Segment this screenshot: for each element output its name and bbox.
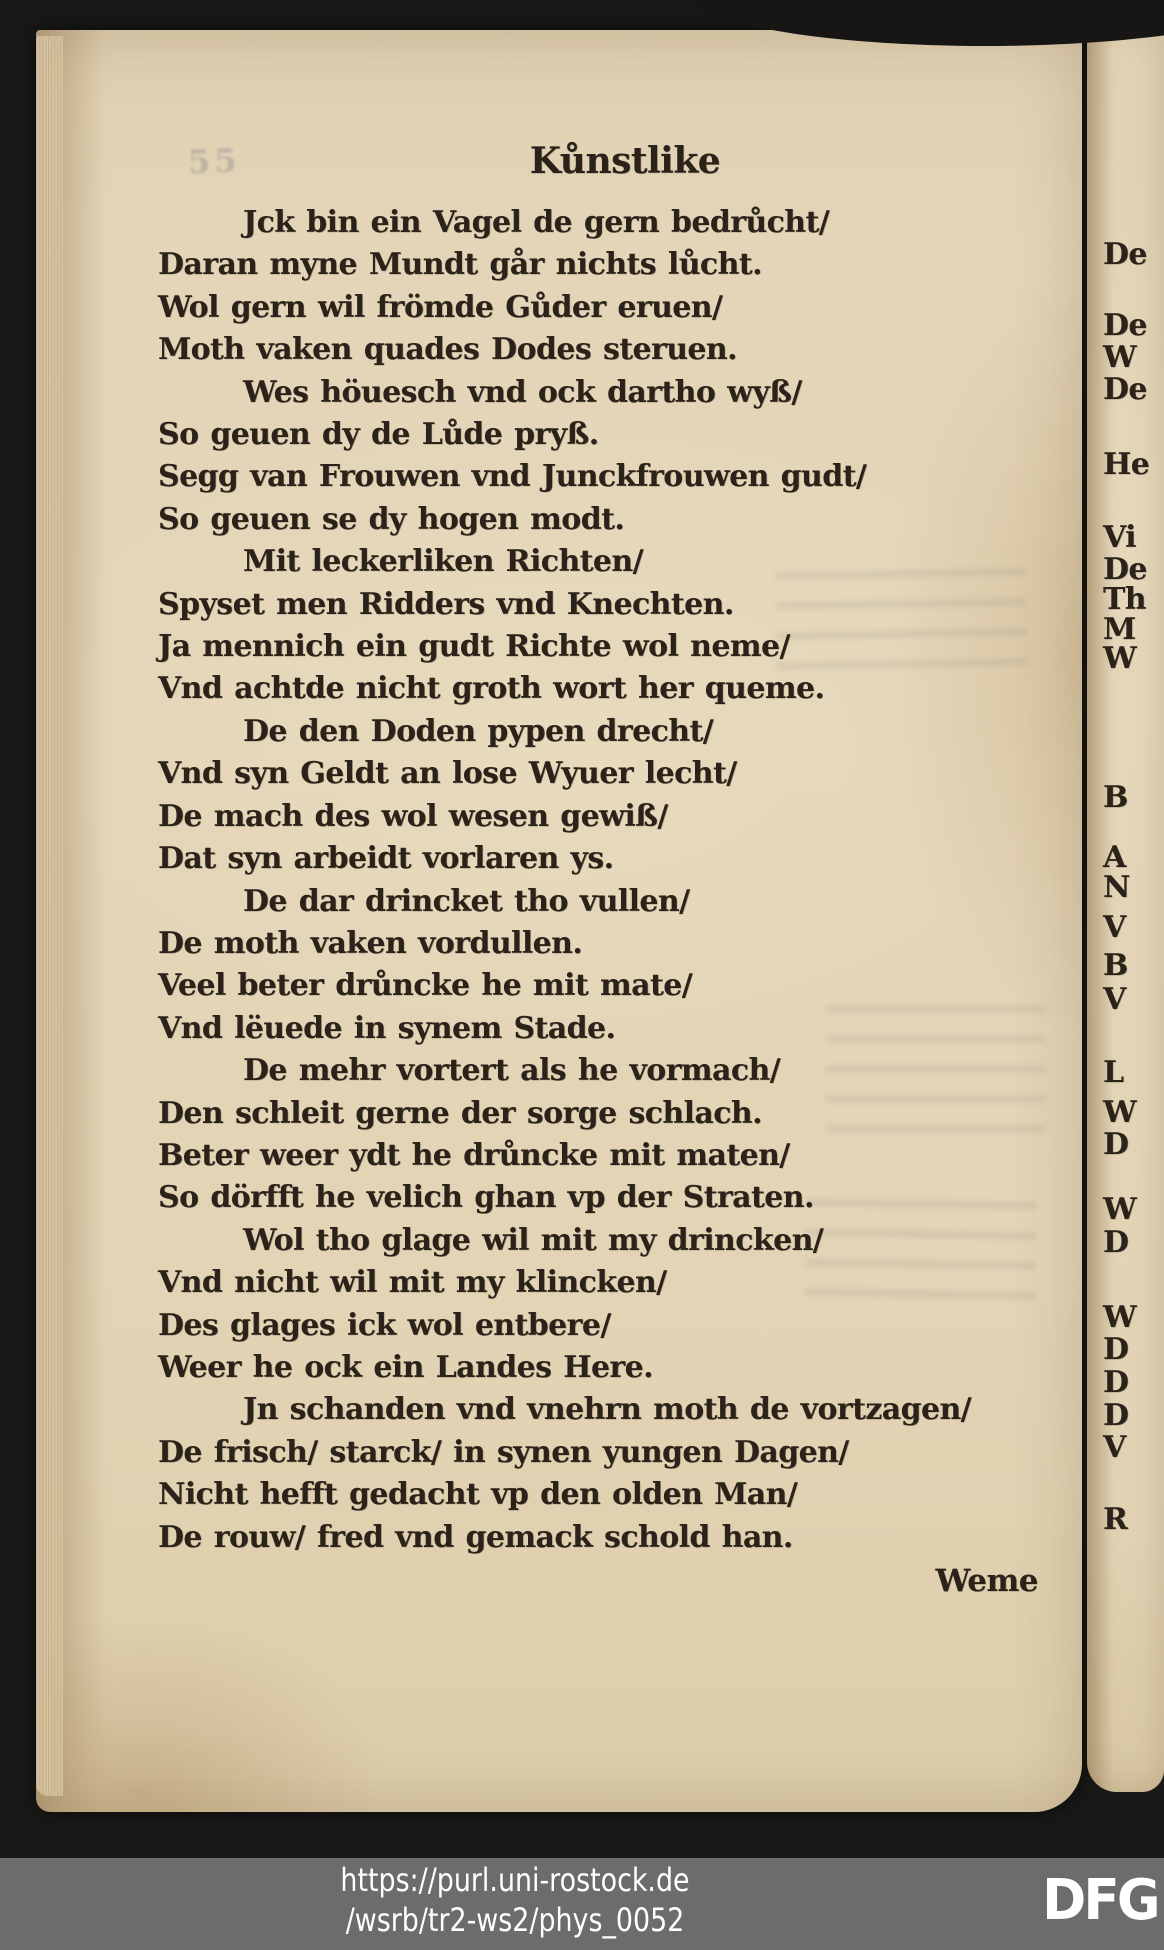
poem-line: Ja mennich ein gudt Richte wol neme/	[158, 629, 790, 665]
facing-line-fragment: W	[1103, 1192, 1137, 1227]
poem-line: De rouw/ fred vnd gemack schold han.	[158, 1519, 793, 1555]
facing-line-fragment: De	[1103, 308, 1147, 343]
poem-line: Dat syn arbeidt vorlaren ys.	[158, 841, 614, 877]
poem-line: Segg van Frouwen vnd Junckfrouwen gudt/	[158, 459, 867, 495]
running-title: Kůnstlike	[529, 140, 721, 182]
facing-line-fragment: D	[1103, 1365, 1129, 1400]
poem-line: Daran myne Mundt går nichts lůcht.	[158, 247, 762, 283]
dfg-logo: DFG	[1042, 1868, 1158, 1933]
facing-line-fragment: L	[1103, 1055, 1124, 1090]
poem-line: Nicht hefft gedacht vp den olden Man/	[158, 1477, 798, 1513]
poem-line: Jn schanden vnd vnehrn moth de vortzagen/	[243, 1392, 972, 1428]
ghost-page-number: 55	[187, 141, 242, 181]
facing-line-fragment: N	[1103, 870, 1130, 905]
poem-line: Spyset men Ridders vnd Knechten.	[158, 586, 734, 622]
facing-line-fragment: He	[1103, 447, 1150, 482]
poem-line: De mehr vortert als he vormach/	[243, 1053, 781, 1089]
facing-line-fragment: V	[1103, 910, 1126, 945]
facing-line-fragment: D	[1103, 1127, 1129, 1162]
facing-line-fragment: A	[1103, 840, 1126, 875]
poem-line: Wes höuesch vnd ock dartho wyß/	[243, 374, 802, 410]
facing-line-fragment: De	[1103, 372, 1147, 407]
book-page	[36, 30, 1082, 1812]
poem-line: So geuen dy de Lůde pryß.	[158, 417, 599, 453]
poem-line: Wol gern wil frömde Gůder eruen/	[158, 289, 723, 325]
facing-line-fragment: V	[1103, 982, 1126, 1017]
facing-line-fragment: De	[1103, 552, 1147, 587]
poem-line: De dar drincket tho vullen/	[243, 883, 690, 919]
facing-line-fragment: De	[1103, 237, 1147, 272]
facing-line-fragment: W	[1103, 1095, 1137, 1130]
facing-line-fragment: B	[1103, 948, 1128, 983]
page-stack-edges	[36, 36, 63, 1796]
poem-line: Mit leckerliken Richten/	[243, 544, 643, 580]
poem-line: So geuen se dy hogen modt.	[158, 501, 625, 537]
poem-line: Weer he ock ein Landes Here.	[158, 1349, 653, 1385]
footer-bar	[0, 1858, 1164, 1950]
poem-line: De moth vaken vordullen.	[158, 925, 583, 961]
poem-line: De frisch/ starck/ in synen yungen Dagen/	[158, 1434, 849, 1470]
poem-line: So dörfft he velich ghan vp der Straten.	[158, 1180, 814, 1216]
poem-line: Den schleit gerne der sorge schlach.	[158, 1095, 762, 1131]
facing-line-fragment: V	[1103, 1430, 1126, 1465]
source-url-line2: /wsrb/tr2-ws2/phys_0052	[345, 1901, 685, 1939]
poem-line: Beter weer ydt he drůncke mit maten/	[158, 1137, 790, 1173]
facing-line-fragment: R	[1103, 1502, 1128, 1537]
facing-line-fragment: B	[1103, 780, 1128, 815]
poem-line: Veel beter drůncke he mit mate/	[158, 968, 693, 1004]
catchword: Weme	[935, 1563, 1038, 1599]
poem-line: Vnd lëuede in synem Stade.	[158, 1010, 616, 1046]
poem-line: Jck bin ein Vagel de gern bedrůcht/	[243, 205, 830, 240]
facing-line-fragment: W	[1103, 1300, 1137, 1335]
facing-line-fragment: D	[1103, 1225, 1129, 1260]
poem-line: De mach des wol wesen gewiß/	[158, 798, 668, 834]
poem-line: Wol tho glage wil mit my drincken/	[243, 1222, 824, 1258]
source-url	[82, 1860, 947, 1940]
poem-line: Vnd syn Geldt an lose Wyuer lecht/	[158, 756, 737, 792]
poem-text	[158, 202, 1058, 1559]
facing-line-fragment: W	[1103, 641, 1137, 676]
facing-line-fragment: M	[1103, 612, 1136, 647]
poem-line: Moth vaken quades Dodes steruen.	[158, 332, 737, 368]
poem-line: Vnd nicht wil mit my klincken/	[158, 1265, 667, 1301]
poem-line: Des glages ick wol entbere/	[158, 1307, 611, 1343]
source-url-line1: https://purl.uni-rostock.de	[340, 1861, 690, 1899]
poem-line: Vnd achtde nicht groth wort her queme.	[158, 671, 825, 707]
facing-line-fragment: Th	[1103, 582, 1146, 617]
facing-line-fragment: D	[1103, 1398, 1129, 1433]
facing-page-edge	[1087, 20, 1164, 1792]
facing-line-fragment: W	[1103, 340, 1137, 375]
facing-line-fragment: D	[1103, 1332, 1129, 1367]
facing-line-fragment: Vi	[1103, 520, 1136, 555]
poem-line: De den Doden pypen drecht/	[243, 713, 714, 749]
